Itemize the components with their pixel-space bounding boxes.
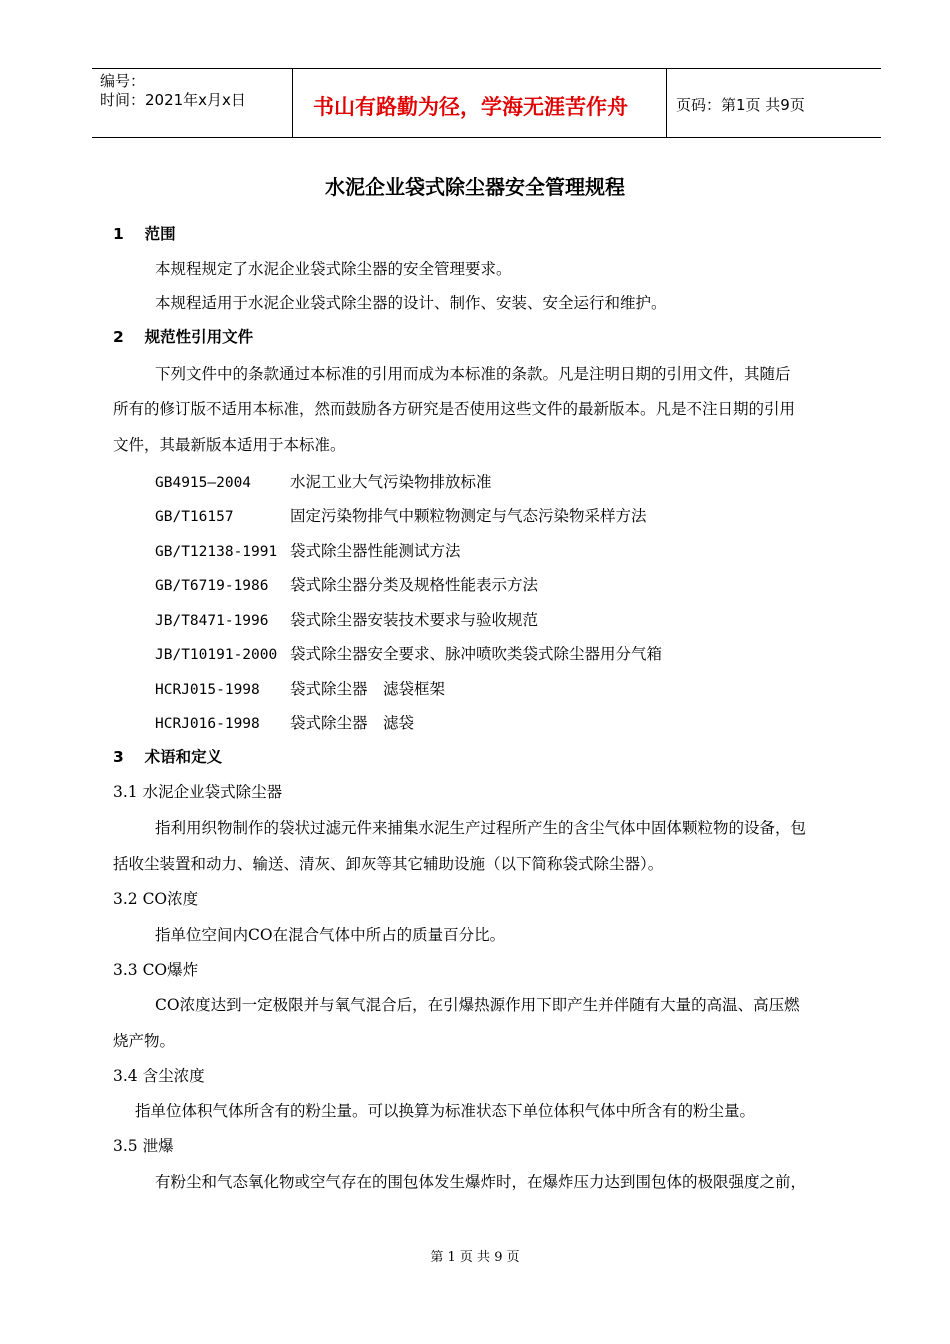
reference-title: 袋式除尘器安全要求、脉冲喷吹类袋式除尘器用分气箱: [290, 645, 663, 663]
reference-code: JB/T10191-2000: [155, 647, 278, 663]
reference-title: 袋式除尘器分类及规格性能表示方法: [290, 576, 539, 594]
section-2-paragraph-line: 所有的修订版不适用本标准，然而鼓励各方研究是否使用这些文件的最新版本。凡是不注日期的引用: [113, 400, 796, 418]
definition-heading: 3.1 水泥企业袋式除尘器: [113, 783, 283, 801]
definition-text: CO浓度达到一定极限并与氧气混合后，在引爆热源作用下即产生并伴随有大量的高温、高压燃: [155, 996, 800, 1014]
section-1-paragraph-2: 本规程适用于水泥企业袋式除尘器的设计、制作、安装、安全运行和维护。: [155, 294, 667, 312]
reference-code: JB/T8471-1996: [155, 613, 269, 629]
section-2-heading: 2 规范性引用文件: [113, 328, 254, 346]
reference-code: HCRJ016-1998: [155, 716, 260, 732]
time-label: 时间：2021年x月x日: [100, 91, 246, 109]
page-label: 页码：第1页 共9页: [676, 96, 805, 114]
section-2-paragraph-line: 文件，其最新版本适用于本标准。: [113, 436, 346, 454]
header-meta-cell: [92, 69, 293, 137]
page-footer: 第 1 页 共 9 页: [430, 1250, 520, 1265]
definition-heading: 3.2 CO浓度: [113, 890, 199, 908]
definition-text: 指利用织物制作的袋状过滤元件来捕集水泥生产过程所产生的含尘气体中固体颗粒物的设备，包: [155, 819, 807, 837]
section-1-paragraph-1: 本规程规定了水泥企业袋式除尘器的安全管理要求。: [155, 260, 512, 278]
header-page-cell: [667, 69, 881, 137]
reference-code: HCRJ015-1998: [155, 682, 260, 698]
definition-heading: 3.5 泄爆: [113, 1137, 174, 1155]
definition-heading: 3.4 含尘浓度: [113, 1067, 205, 1085]
header-motto-cell: [293, 69, 667, 137]
definition-heading: 3.3 CO爆炸: [113, 961, 199, 979]
reference-title: 水泥工业大气污染物排放标准: [290, 473, 492, 491]
section-1-heading: 1 范围: [113, 225, 176, 243]
definition-text: 指单位体积气体所含有的粉尘量。可以换算为标准状态下单位体积气体中所含有的粉尘量。: [135, 1102, 756, 1120]
definition-text: 括收尘装置和动力、输送、清灰、卸灰等其它辅助设施（以下简称袋式除尘器）。: [113, 855, 664, 873]
reference-code: GB/T16157: [155, 509, 234, 525]
definition-text: 有粉尘和气态氧化物或空气存在的围包体发生爆炸时，在爆炸压力达到围包体的极限强度之前，: [155, 1173, 807, 1191]
motto-text: 书山有路勤为径，学海无涯苦作舟: [313, 95, 628, 119]
reference-code: GB/T6719-1986: [155, 578, 269, 594]
reference-code: GB/T12138-1991: [155, 544, 278, 560]
definition-text: 烧产物。: [113, 1032, 176, 1050]
reference-title: 袋式除尘器 滤袋框架: [290, 680, 446, 698]
definition-text: 指单位空间内CO在混合气体中所占的质量百分比。: [155, 926, 506, 944]
reference-title: 固定污染物排气中颗粒物测定与气态污染物采样方法: [290, 507, 647, 525]
reference-code: GB4915—2004: [155, 475, 252, 491]
document-header: [92, 68, 881, 138]
document-title: 水泥企业袋式除尘器安全管理规程: [325, 175, 625, 199]
reference-title: 袋式除尘器性能测试方法: [290, 542, 461, 560]
section-2-paragraph-line: 下列文件中的条款通过本标准的引用而成为本标准的条款。凡是注明日期的引用文件，其随后: [155, 365, 791, 383]
section-3-heading: 3 术语和定义: [113, 748, 223, 766]
reference-title: 袋式除尘器安装技术要求与验收规范: [290, 611, 539, 629]
reference-title: 袋式除尘器 滤袋: [290, 714, 415, 732]
number-label: 编号：: [100, 72, 146, 90]
